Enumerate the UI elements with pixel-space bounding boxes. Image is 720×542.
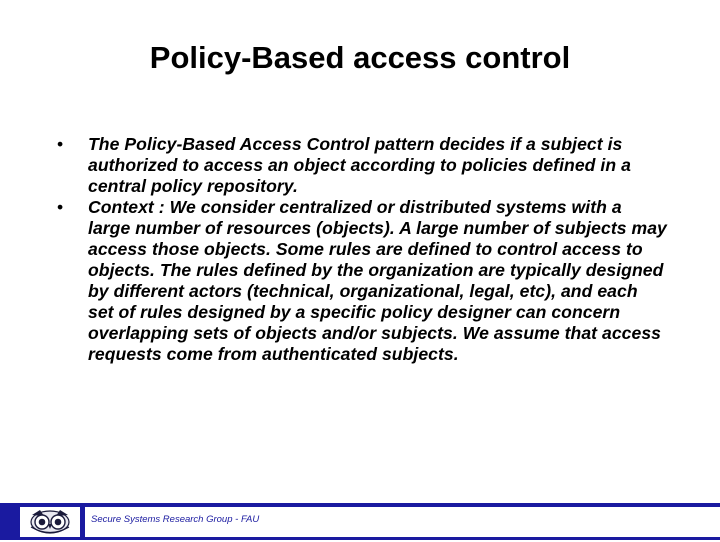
footer-text-box: [85, 507, 720, 537]
bullet-marker: •: [57, 134, 64, 154]
bullet-item: [57, 134, 667, 197]
bullet-text: Context : We consider centralized or distributed systems with a large number of resources (objects). A large number of subjects may access those objects. Some rules are defined to control access to objects. The rules defined by the organization are typically designed by different actors (technical, organizational, legal, etc), and each set of rules designed by a specific policy designer can concern overlapping sets of objects and/or subjects. We assume that access requests come from authenticated subjects.: [88, 197, 667, 364]
footer-bar: [0, 503, 720, 540]
bullet-text: The Policy-Based Access Control pattern decides if a subject is authorized to access an object according to policies defined in a central policy repository.: [88, 134, 631, 196]
bullet-marker: •: [57, 197, 64, 217]
bullet-list: [57, 134, 667, 365]
slide-title: Policy-Based access control: [149, 40, 571, 75]
owl-logo-icon: [20, 507, 80, 537]
footer-logo-box: [20, 507, 80, 537]
footer-text: Secure Systems Research Group - FAU: [91, 514, 260, 525]
bullet-item: [57, 197, 667, 365]
